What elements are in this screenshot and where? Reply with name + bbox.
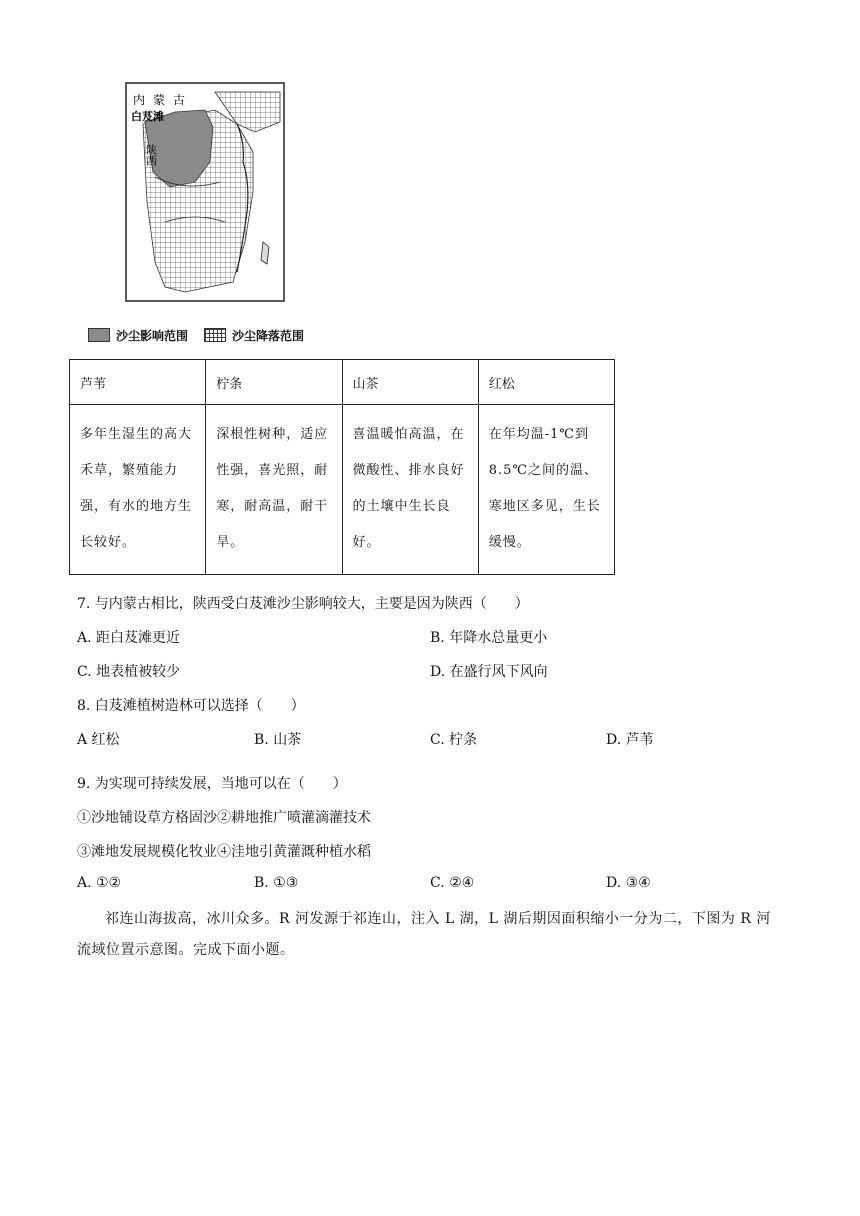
map-label-baiyu: 白芨滩 bbox=[131, 110, 164, 123]
cell-korean-pine: 在年均温-1℃到8.5℃之间的温、寒地区多见，生长缓慢。 bbox=[478, 405, 614, 575]
map-legend bbox=[88, 323, 304, 347]
q9-statement-line-2: ③滩地发展规模化牧业④洼地引黄灌溉种植水稻 bbox=[77, 844, 371, 860]
plant-table bbox=[69, 359, 615, 575]
q8-option-b[interactable]: B. 山茶 bbox=[254, 732, 302, 748]
cell-camellia: 喜温暖怕高温，在微酸性、排水良好的土壤中生长良好。 bbox=[342, 405, 478, 575]
header-reed: 芦苇 bbox=[70, 360, 206, 405]
map-label-inner-mongolia: 内蒙古 bbox=[133, 93, 194, 107]
map-label-shaanxi: 陕西 bbox=[144, 144, 158, 166]
map-svg bbox=[125, 82, 285, 304]
q7-option-b[interactable]: B. 年降水总量更小 bbox=[430, 630, 548, 646]
cell-caragana: 深根性树种，适应性强，喜光照，耐寒，耐高温，耐干旱。 bbox=[206, 405, 342, 575]
q9-option-b[interactable]: B. ①③ bbox=[254, 875, 299, 891]
legend-fall-label: 沙尘降落范围 bbox=[232, 328, 305, 343]
header-caragana: 柠条 bbox=[206, 360, 342, 405]
q7-option-d[interactable]: D. 在盛行风下风向 bbox=[430, 664, 548, 680]
question-7-stem: 7. 与内蒙古相比，陕西受白芨滩沙尘影响较大，主要是因为陕西（ ） bbox=[77, 596, 529, 612]
q7-option-a[interactable]: A. 距白芨滩更近 bbox=[77, 630, 181, 646]
header-camellia: 山茶 bbox=[342, 360, 478, 405]
question-9-stem: 9. 为实现可持续发展，当地可以在（ ） bbox=[77, 776, 347, 792]
passage-text: 祁连山海拔高，冰川众多。R 河发源于祁连山，注入 L 湖，L 湖后期因面积缩小一分为二，下图为 R 河流域位置示意图。完成下面小题。 bbox=[77, 911, 771, 958]
fall-swatch bbox=[204, 328, 226, 342]
q8-option-a[interactable]: A 红松 bbox=[77, 732, 120, 748]
question-8-stem: 8. 白芨滩植树造林可以选择（ ） bbox=[77, 698, 305, 714]
sand-dust-map bbox=[125, 82, 285, 304]
impact-swatch bbox=[88, 328, 110, 342]
header-korean-pine: 红松 bbox=[478, 360, 614, 405]
q9-option-c[interactable]: C. ②④ bbox=[430, 875, 475, 891]
q8-option-d[interactable]: D. 芦苇 bbox=[606, 732, 654, 748]
q7-option-c[interactable]: C. 地表植被较少 bbox=[77, 664, 181, 680]
q9-option-a[interactable]: A. ①② bbox=[77, 875, 122, 891]
table-row bbox=[70, 405, 615, 575]
q8-option-c[interactable]: C. 柠条 bbox=[430, 732, 478, 748]
legend-impact-label: 沙尘影响范围 bbox=[116, 328, 189, 343]
q9-statement-line-1: ①沙地铺设草方格固沙②耕地推广喷灌滴灌技术 bbox=[77, 810, 371, 826]
q9-option-d[interactable]: D. ③④ bbox=[606, 875, 651, 891]
table-header-row bbox=[70, 360, 615, 405]
cell-reed: 多年生湿生的高大禾草，繁殖能力强，有水的地方生长较好。 bbox=[70, 405, 206, 575]
